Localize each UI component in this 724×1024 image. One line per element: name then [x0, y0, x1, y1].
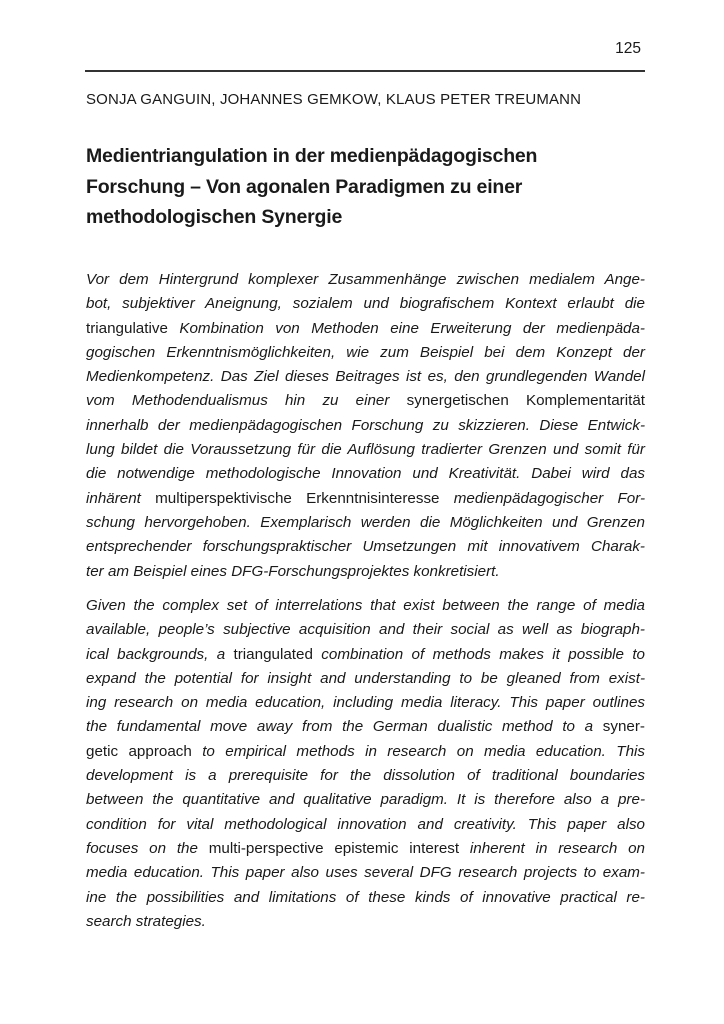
- italic-run: combination of methods makes it possible to: [321, 645, 646, 663]
- title-line: Medientriangulation in der medienpädagogischen: [86, 145, 538, 167]
- text-line: [86, 560, 645, 584]
- italic-run: die notwendige methodologische Innovation und Kreativität. Dabei wird das: [86, 465, 645, 483]
- italic-run: Vor dem Hintergrund komplexer Zusammenhänge zwischen medialem Ange-: [86, 271, 645, 288]
- text-line: [86, 292, 645, 316]
- roman-run: multiperspektivische Erkenntnisinteresse: [155, 489, 454, 507]
- italic-run: ing research on media education, including media literacy. This paper outlines: [86, 694, 645, 712]
- text-line: [86, 618, 645, 642]
- text-line: [86, 788, 645, 812]
- abstract-german: [86, 268, 645, 584]
- roman-run: multi-perspective epistemic interest: [208, 839, 470, 857]
- italic-run: development is a prerequisite for the dissolution of traditional boundaries: [86, 767, 645, 785]
- italic-run: between the quantitative and qualitative paradigm. It is therefore also a pre-: [86, 791, 645, 809]
- italic-run: ine the possibilities and limitations of these kinds of innovative practical re-: [86, 888, 645, 906]
- italic-run: innerhalb der medienpädagogischen Forschung zu skizzieren. Diese Entwick-: [86, 416, 645, 434]
- italic-run: Medienkompetenz. Das Ziel dieses Beitrages ist es, den grundlegenden Wandel: [86, 368, 645, 386]
- text-line: [86, 438, 645, 462]
- italic-run: inhärent: [86, 489, 156, 507]
- text-line: [86, 715, 645, 739]
- italic-run: inherent in research on: [469, 839, 645, 857]
- roman-run: syner-: [602, 718, 645, 736]
- italic-run: available, people’s subjective acquisition and their social as well as biograph-: [86, 621, 645, 639]
- author-list: SONJA GANGUIN, JOHANNES GEMKOW, KLAUS PETER TREUMANN: [86, 91, 582, 108]
- roman-run: triangulated: [233, 645, 322, 663]
- text-line: [86, 414, 645, 438]
- text-line: [86, 886, 645, 910]
- text-line: [86, 837, 645, 861]
- abstract-english: [86, 594, 645, 934]
- italic-run: entsprechender forschungspraktischer Umsetzungen mit innovativem Charak-: [86, 538, 645, 556]
- text-line: [86, 341, 645, 365]
- page-number: 125: [615, 40, 641, 57]
- italic-run: ter am Beispiel eines DFG-Forschungsprojektes konkretisiert.: [86, 562, 500, 580]
- italic-run: schung hervorgehoben. Exemplarisch werden die Möglichkeiten und Grenzen: [86, 513, 645, 531]
- text-line: [86, 861, 645, 885]
- text-line: [86, 317, 645, 341]
- text-line: [86, 667, 645, 691]
- italic-run: ical backgrounds, a: [86, 645, 234, 663]
- italic-run: lung bildet die Voraussetzung für die Auflösung tradierter Grenzen und somit für: [86, 441, 645, 459]
- text-line: [86, 764, 645, 788]
- text-line: [86, 487, 645, 511]
- text-line: [86, 389, 645, 413]
- title-line: methodologischen Synergie: [86, 206, 343, 228]
- text-line: [86, 365, 645, 389]
- italic-run: bot, subjektiver Aneignung, sozialem und biografischem Kontext erlaubt die: [86, 295, 645, 313]
- italic-run: focuses on the: [86, 839, 209, 857]
- italic-run: search strategies.: [86, 912, 206, 930]
- italic-run: to empirical methods in research on media education. This: [202, 742, 645, 760]
- italic-run: condition for vital methodological innovation and creativity. This paper also: [86, 815, 645, 833]
- text-line: [86, 462, 645, 486]
- italic-run: media education. This paper also uses several DFG research projects to exam-: [86, 864, 645, 882]
- italic-run: Given the complex set of interrelations that exist between the range of media: [86, 597, 645, 614]
- italic-run: medienpädagogischer For-: [453, 489, 646, 507]
- header-rule: [85, 70, 645, 72]
- text-line: [86, 691, 645, 715]
- article-title: [86, 141, 606, 233]
- text-line: [86, 594, 645, 618]
- text-line: [86, 813, 645, 837]
- text-line: [86, 740, 645, 764]
- italic-run: expand the potential for insight and understanding to be gleaned from exist-: [86, 669, 645, 687]
- italic-run: vom Methodendualismus hin zu einer: [86, 392, 407, 410]
- title-line: Forschung – Von agonalen Paradigmen zu einer: [86, 175, 523, 198]
- roman-run: synergetischen Komplementarität: [406, 392, 645, 410]
- text-line: [86, 910, 645, 934]
- italic-run: the fundamental move away from the German dualistic method to a: [86, 718, 603, 736]
- italic-run: gogischen Erkenntnismöglichkeiten, wie zum Beispiel bei dem Konzept der: [86, 343, 645, 361]
- roman-run: triangulative: [86, 319, 180, 337]
- italic-run: Kombination von Methoden eine Erweiterung der medienpäda-: [179, 319, 645, 337]
- roman-run: getic approach: [86, 742, 203, 760]
- text-line: [86, 268, 645, 292]
- text-line: [86, 535, 645, 559]
- text-line: [86, 511, 645, 535]
- text-line: [86, 643, 645, 667]
